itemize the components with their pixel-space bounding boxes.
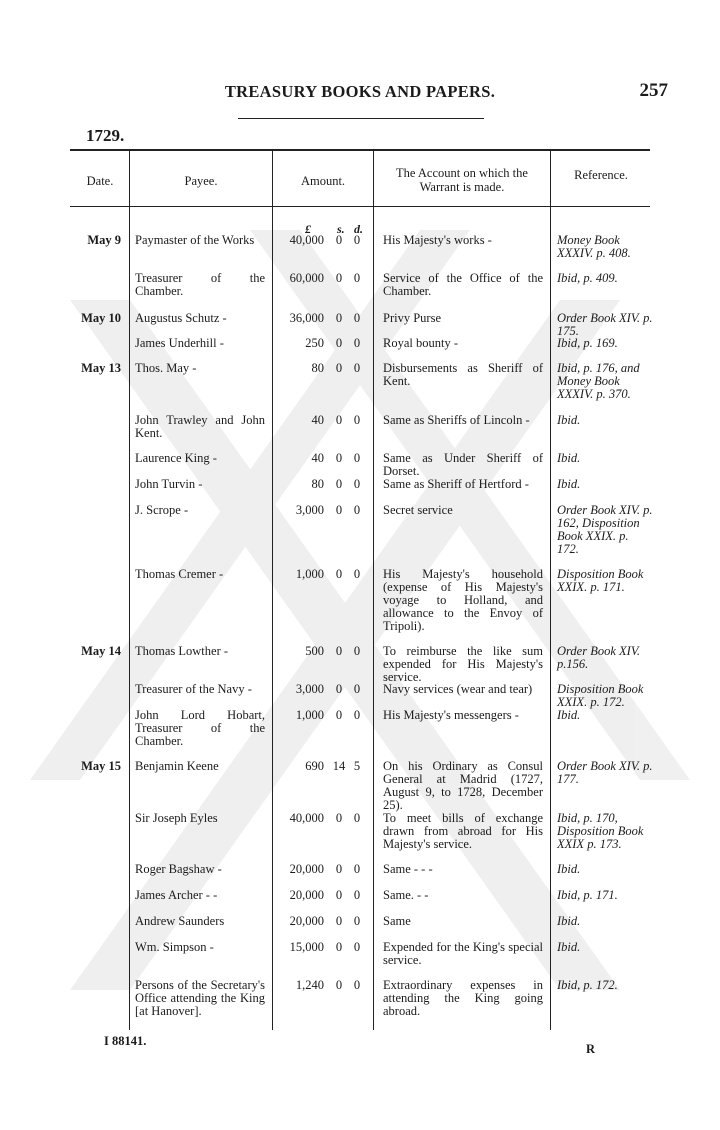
- row-account: To reimburse the like sum expended for His Majesty's service.: [383, 644, 543, 684]
- row-account: His Majesty's works -: [383, 233, 492, 247]
- row-amount-pounds: 20,000: [289, 914, 324, 928]
- row-amount-pounds: 40,000: [289, 811, 324, 825]
- row-account: Royal bounty -: [383, 336, 458, 350]
- row-amount-shillings: 0: [335, 413, 343, 427]
- row-account: Same as Sheriffs of Lincoln -: [383, 413, 530, 427]
- row-payee: J. Scrope -: [135, 503, 189, 517]
- row-amount-shillings: 0: [335, 336, 343, 350]
- row-amount-pence: 0: [353, 336, 361, 350]
- row-amount-shillings: 0: [335, 503, 343, 517]
- row-reference: Disposition Book XXIX. p. 172.: [557, 682, 644, 709]
- row-amount-pounds: 40: [311, 413, 324, 427]
- row-reference: Ibid, p. 172.: [557, 978, 618, 992]
- row-payee: Paymaster of the Works: [135, 233, 255, 247]
- row-payee: Benjamin Keene: [135, 759, 219, 773]
- col-divider-date: [129, 150, 130, 1030]
- row-account: Expended for the King's special service.: [383, 940, 543, 967]
- row-amount-shillings: 14: [332, 759, 346, 773]
- row-amount-pounds: 1,000: [295, 567, 324, 581]
- row-date: May 10: [81, 311, 121, 325]
- col-header-amount: Amount.: [300, 174, 346, 188]
- row-amount-shillings: 0: [335, 888, 343, 902]
- row-amount-pounds: 40,000: [289, 233, 324, 247]
- row-date: May 9: [87, 233, 121, 247]
- col-header-payee: Payee.: [184, 174, 218, 188]
- row-payee: Thos. May -: [135, 361, 197, 375]
- row-payee: Thomas Cremer -: [135, 567, 224, 581]
- row-reference: Ibid.: [557, 862, 581, 876]
- row-amount-pence: 0: [353, 477, 361, 491]
- row-amount-pounds: 20,000: [289, 862, 324, 876]
- row-amount-pounds: 60,000: [289, 271, 324, 285]
- row-account: Service of the Office of the Chamber.: [383, 271, 543, 298]
- row-amount-pounds: 80: [311, 477, 324, 491]
- header-rule: [238, 118, 484, 119]
- unit-shillings: s.: [337, 222, 345, 236]
- unit-pounds: £: [305, 222, 311, 236]
- row-account: Navy services (wear and tear): [383, 682, 533, 696]
- col-divider-account: [550, 150, 551, 1030]
- row-amount-pence: 0: [353, 682, 361, 696]
- row-payee: John Lord Hobart, Treasurer of the Chamber.: [135, 708, 265, 748]
- row-amount-pence: 0: [353, 567, 361, 581]
- row-date: May 15: [81, 759, 121, 773]
- col-divider-amount: [373, 150, 374, 1030]
- col-header-account: The Account on which the Warrant is made.: [396, 166, 528, 194]
- row-amount-pounds: 3,000: [295, 682, 324, 696]
- row-reference: Ibid.: [557, 413, 581, 427]
- col-header-reference: Reference.: [574, 168, 628, 182]
- row-payee: Wm. Simpson -: [135, 940, 214, 954]
- row-date: May 14: [81, 644, 121, 658]
- row-payee: Treasurer of the Navy -: [135, 682, 252, 696]
- row-reference: Money Book XXXIV. p. 408.: [557, 233, 631, 260]
- row-amount-shillings: 0: [335, 978, 343, 992]
- row-amount-pounds: 36,000: [289, 311, 324, 325]
- row-payee: James Underhill -: [135, 336, 224, 350]
- row-reference: Ibid, p. 176, and Money Book XXXIV. p. 370.: [557, 361, 640, 401]
- row-reference: Ibid, p. 171.: [557, 888, 618, 902]
- row-account: Same. - -: [383, 888, 429, 902]
- row-amount-pence: 0: [353, 503, 361, 517]
- row-amount-pounds: 15,000: [289, 940, 324, 954]
- footer-signature: I 88141.: [104, 1034, 147, 1048]
- row-amount-pence: 5: [353, 759, 361, 773]
- row-reference: Ibid.: [557, 914, 581, 928]
- row-reference: Ibid, p. 169.: [557, 336, 618, 350]
- row-amount-pounds: 250: [305, 336, 324, 350]
- row-amount-shillings: 0: [335, 914, 343, 928]
- row-reference: Order Book XIV. p. 162, Disposition Book XXIX. p. 172.: [557, 503, 653, 556]
- row-amount-pounds: 40: [311, 451, 324, 465]
- row-amount-pounds: 20,000: [289, 888, 324, 902]
- row-account: His Majesty's messengers -: [383, 708, 519, 722]
- row-amount-pounds: 1,240: [295, 978, 324, 992]
- row-amount-pence: 0: [353, 451, 361, 465]
- row-amount-shillings: 0: [335, 451, 343, 465]
- row-amount-shillings: 0: [335, 361, 343, 375]
- row-amount-shillings: 0: [335, 708, 343, 722]
- row-amount-pence: 0: [353, 978, 361, 992]
- running-title: TREASURY BOOKS AND PAPERS.: [224, 82, 496, 101]
- row-reference: Ibid.: [557, 940, 581, 954]
- row-amount-pence: 0: [353, 361, 361, 375]
- row-amount-pence: 0: [353, 311, 361, 325]
- row-account: On his Ordinary as Consul General at Madrid (1727, August 9, to 1728, December 25).: [383, 759, 543, 812]
- row-amount-pence: 0: [353, 940, 361, 954]
- row-amount-pounds: 1,000: [295, 708, 324, 722]
- row-account: His Majesty's household (expense of His Majesty's voyage to Holland, and allowance to the Envoy of Tripoli).: [383, 567, 543, 633]
- row-account: Same as Under Sheriff of Dorset.: [383, 451, 543, 478]
- row-reference: Ibid.: [557, 477, 581, 491]
- row-account: Same - - -: [383, 862, 433, 876]
- row-amount-shillings: 0: [335, 644, 343, 658]
- row-payee: James Archer - -: [135, 888, 218, 902]
- unit-pence: d.: [354, 222, 363, 236]
- row-amount-shillings: 0: [335, 940, 343, 954]
- col-header-date: Date.: [86, 174, 114, 188]
- table-top-rule: [70, 149, 650, 151]
- row-amount-pence: 0: [353, 811, 361, 825]
- row-amount-pence: 0: [353, 644, 361, 658]
- row-amount-pence: 0: [353, 708, 361, 722]
- row-reference: Ibid.: [557, 451, 581, 465]
- row-amount-pence: 0: [353, 413, 361, 427]
- row-account: Secret service: [383, 503, 453, 517]
- table-header-rule: [70, 206, 650, 207]
- year-heading: 1729.: [86, 126, 125, 145]
- row-payee: Treasurer of the Chamber.: [135, 271, 265, 298]
- row-account: Disbursements as Sheriff of Kent.: [383, 361, 543, 388]
- row-reference: Order Book XIV. p. 175.: [557, 311, 653, 338]
- row-payee: John Trawley and John Kent.: [135, 413, 265, 440]
- row-amount-shillings: 0: [335, 271, 343, 285]
- row-amount-pounds: 500: [305, 644, 324, 658]
- row-account: To meet bills of exchange drawn from abroad for His Majesty's service.: [383, 811, 543, 851]
- row-payee: John Turvin -: [135, 477, 203, 491]
- row-amount-pence: 0: [353, 862, 361, 876]
- row-amount-pence: 0: [353, 914, 361, 928]
- row-amount-shillings: 0: [335, 862, 343, 876]
- row-reference: Order Book XIV. p. 177.: [557, 759, 653, 786]
- page-number: 257: [639, 80, 668, 101]
- row-amount-shillings: 0: [335, 233, 343, 247]
- row-amount-shillings: 0: [335, 477, 343, 491]
- row-payee: Augustus Schutz -: [135, 311, 227, 325]
- row-payee: Sir Joseph Eyles: [135, 811, 218, 825]
- row-amount-shillings: 0: [335, 682, 343, 696]
- row-reference: Ibid.: [557, 708, 581, 722]
- row-amount-pounds: 3,000: [295, 503, 324, 517]
- row-amount-pence: 0: [353, 271, 361, 285]
- row-account: Same: [383, 914, 411, 928]
- row-payee: Andrew Saunders: [135, 914, 225, 928]
- row-amount-pence: 0: [353, 233, 361, 247]
- row-payee: Laurence King -: [135, 451, 217, 465]
- row-account: Extraordinary expenses in attending the King going abroad.: [383, 978, 543, 1018]
- footer-mark: R: [586, 1042, 596, 1056]
- row-account: Same as Sheriff of Hertford -: [383, 477, 529, 491]
- row-account: Privy Purse: [383, 311, 441, 325]
- row-amount-pounds: 690: [305, 759, 324, 773]
- row-amount-shillings: 0: [335, 567, 343, 581]
- row-amount-pence: 0: [353, 888, 361, 902]
- row-payee: Persons of the Secretary's Office attending the King [at Hanover].: [135, 978, 265, 1018]
- row-payee: Roger Bagshaw -: [135, 862, 222, 876]
- row-date: May 13: [81, 361, 121, 375]
- row-amount-shillings: 0: [335, 811, 343, 825]
- row-reference: Disposition Book XXIX. p. 171.: [557, 567, 644, 594]
- row-reference: Ibid, p. 409.: [557, 271, 618, 285]
- row-payee: Thomas Lowther -: [135, 644, 229, 658]
- row-amount-pounds: 80: [311, 361, 324, 375]
- row-reference: Ibid, p. 170, Disposition Book XXIX p. 173.: [557, 811, 644, 851]
- row-amount-shillings: 0: [335, 311, 343, 325]
- row-reference: Order Book XIV. p.156.: [557, 644, 640, 671]
